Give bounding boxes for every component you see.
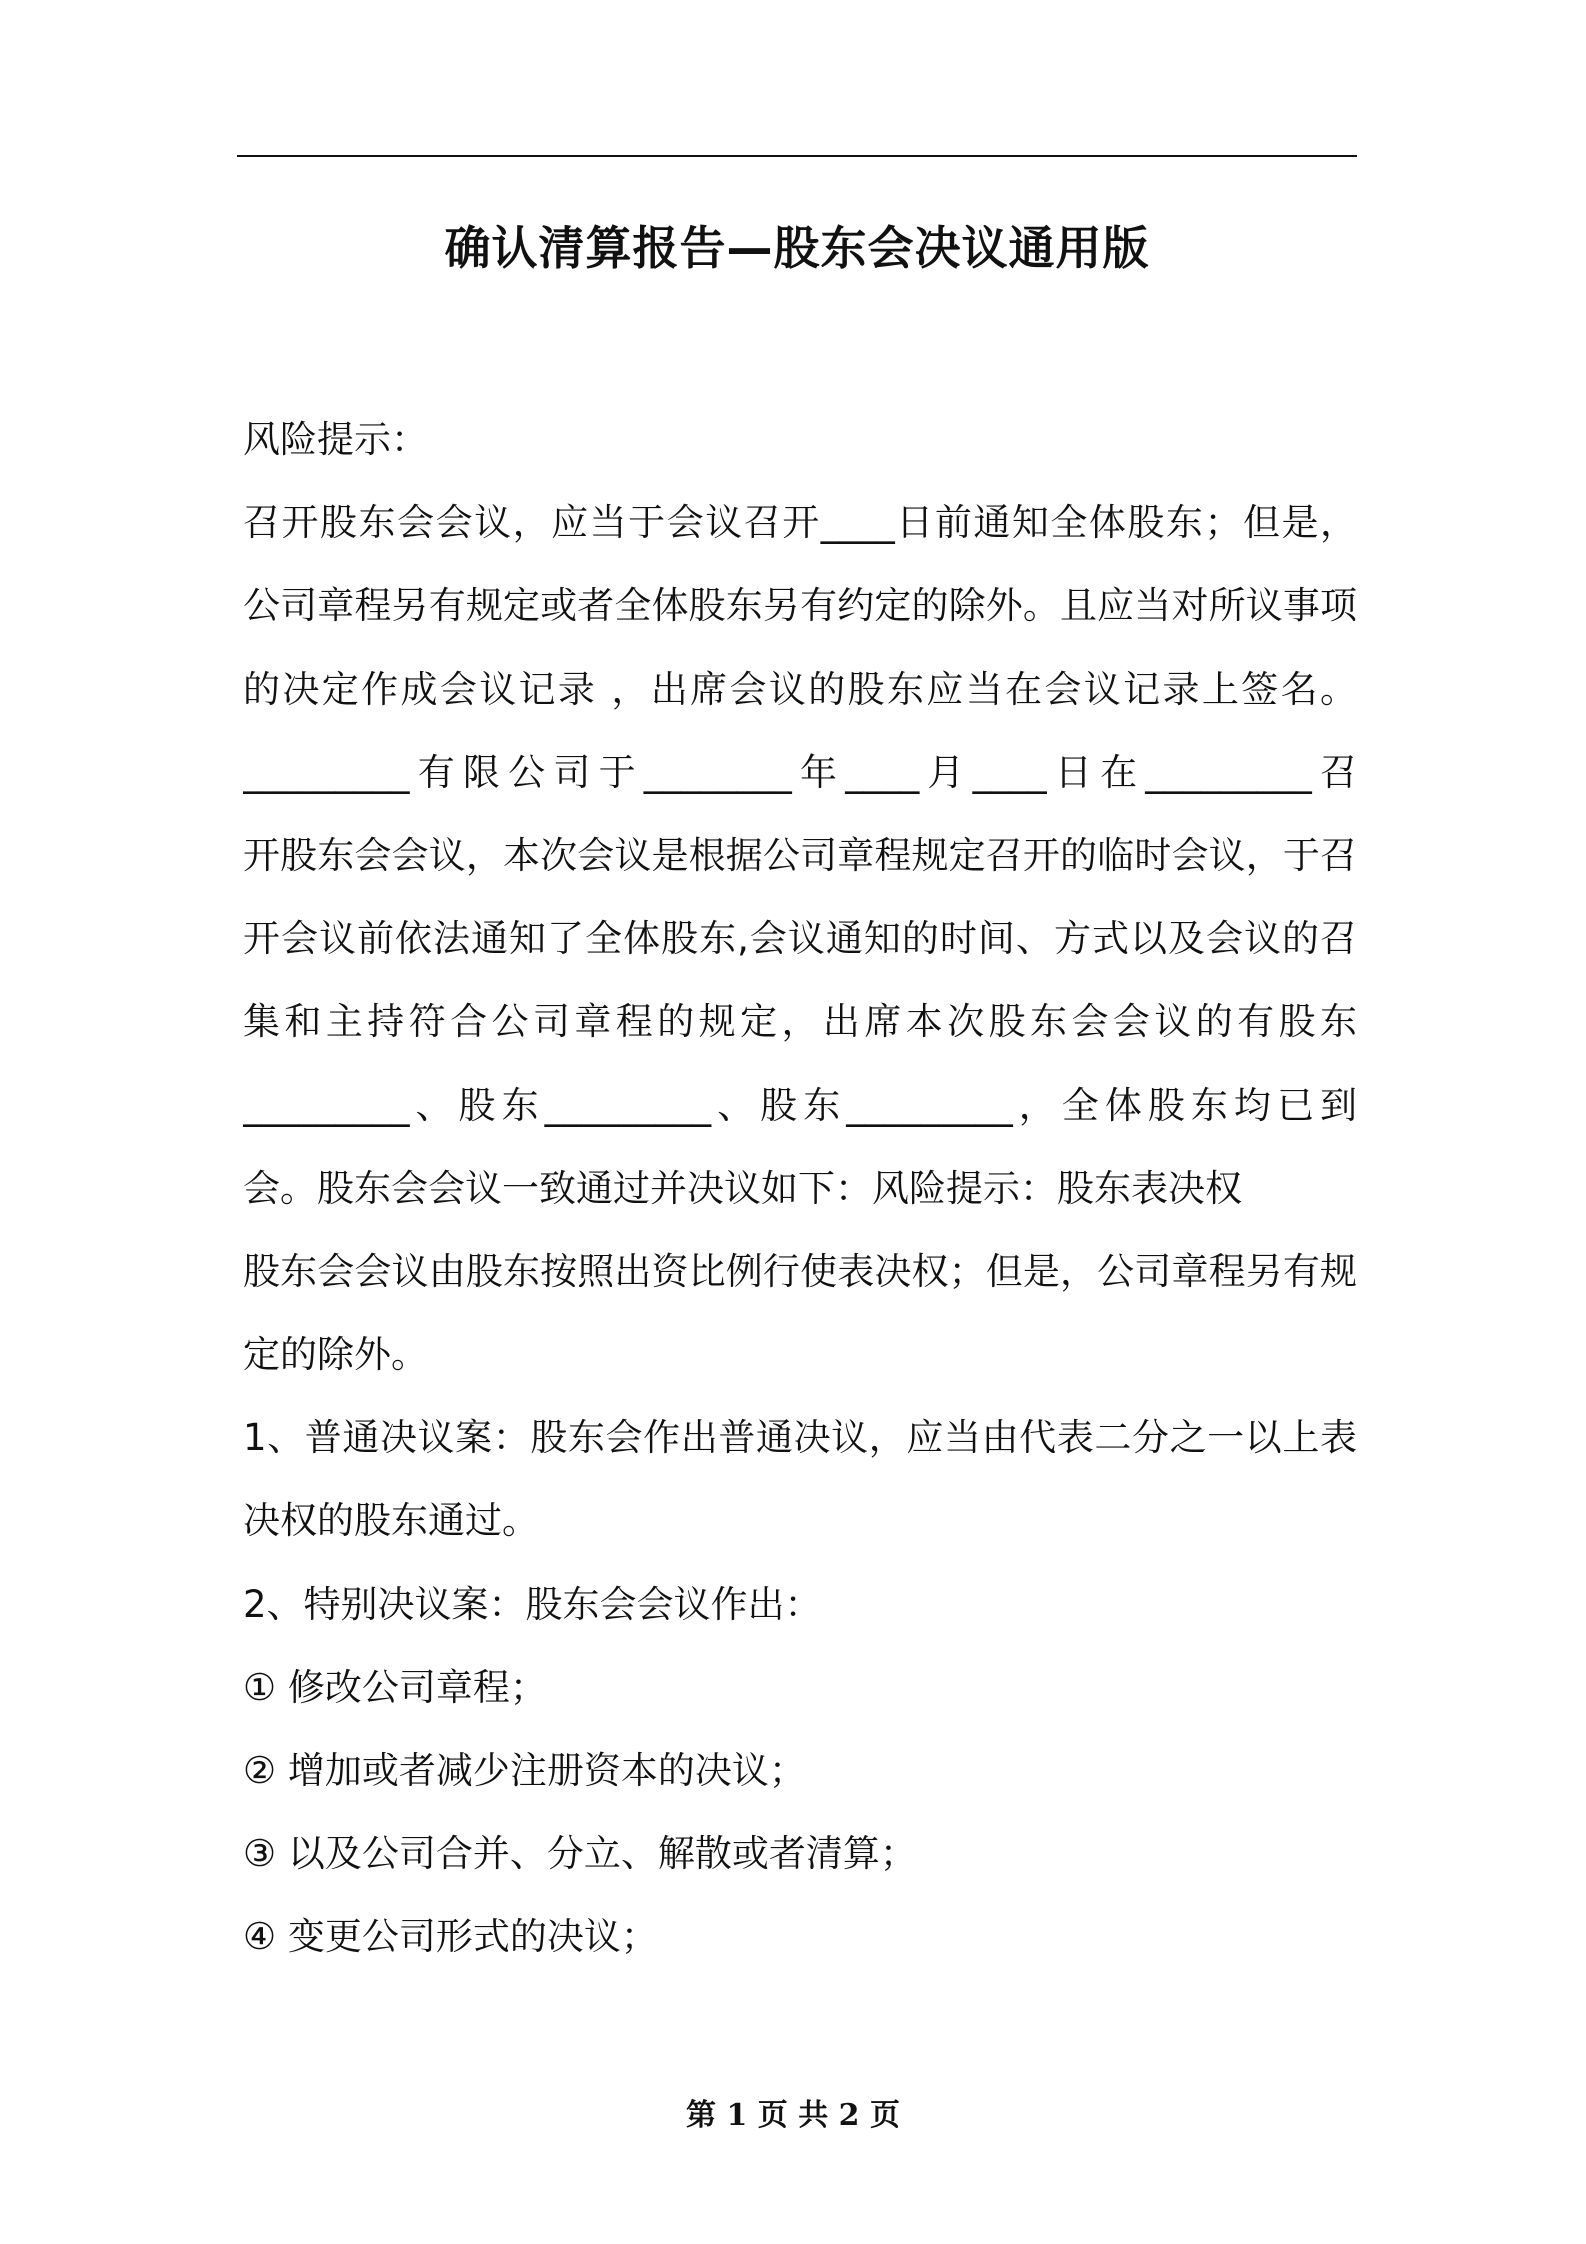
body-line: 会。股东会会议一致通过并决议如下：风险提示：股东表决权 (243, 1166, 1242, 1210)
body-line: 股东会会议由股东按照出资比例行使表决权；但是，公司章程另有规 (243, 1249, 1357, 1293)
body-line: 决权的股东通过。 (243, 1499, 539, 1543)
body-line: 风险提示： (243, 418, 428, 461)
list-item: ① 修改公司章程； (243, 1665, 547, 1709)
body-line: _________有限公司于________年____月____日在_________召 (243, 750, 1357, 794)
document-body (243, 408, 1357, 1989)
list-item: ② 增加或者减少注册资本的决议； (243, 1749, 806, 1792)
body-line: _________、股东_________、股东_________，全体股东均已到 (243, 1083, 1357, 1127)
body-line: 定的除外。 (243, 1333, 428, 1377)
body-line: 1、普通决议案：股东会作出普通决议，应当由代表二分之一以上表 (243, 1416, 1357, 1460)
document-title: 确认清算报告—股东会决议通用版 (444, 221, 1150, 275)
body-line: 开会议前依法通知了全体股东,会议通知的时间、方式以及会议的召 (243, 917, 1357, 961)
header-rule (237, 155, 1357, 157)
body-line: 开股东会会议，本次会议是根据公司章程规定召开的临时会议，于召 (243, 833, 1357, 877)
body-line: 公司章程另有规定或者全体股东另有约定的除外。且应当对所议事项 (243, 584, 1357, 628)
body-line: 2、特别决议案：股东会会议作出： (243, 1582, 822, 1626)
page-number: 第 1 页 共 2 页 (686, 2098, 900, 2133)
body-line: 召开股东会会议，应当于会议召开____日前通知全体股东；但是， (243, 501, 1357, 545)
list-item: ③ 以及公司合并、分立、解散或者清算； (243, 1832, 917, 1876)
body-line: 的决定作成会议记录 ，出席会议的股东应当在会议记录上签名。 (243, 667, 1357, 711)
body-line: 集和主持符合公司章程的规定，出席本次股东会会议的有股东 (243, 1000, 1357, 1044)
list-item: ④ 变更公司形式的决议； (243, 1915, 658, 1959)
